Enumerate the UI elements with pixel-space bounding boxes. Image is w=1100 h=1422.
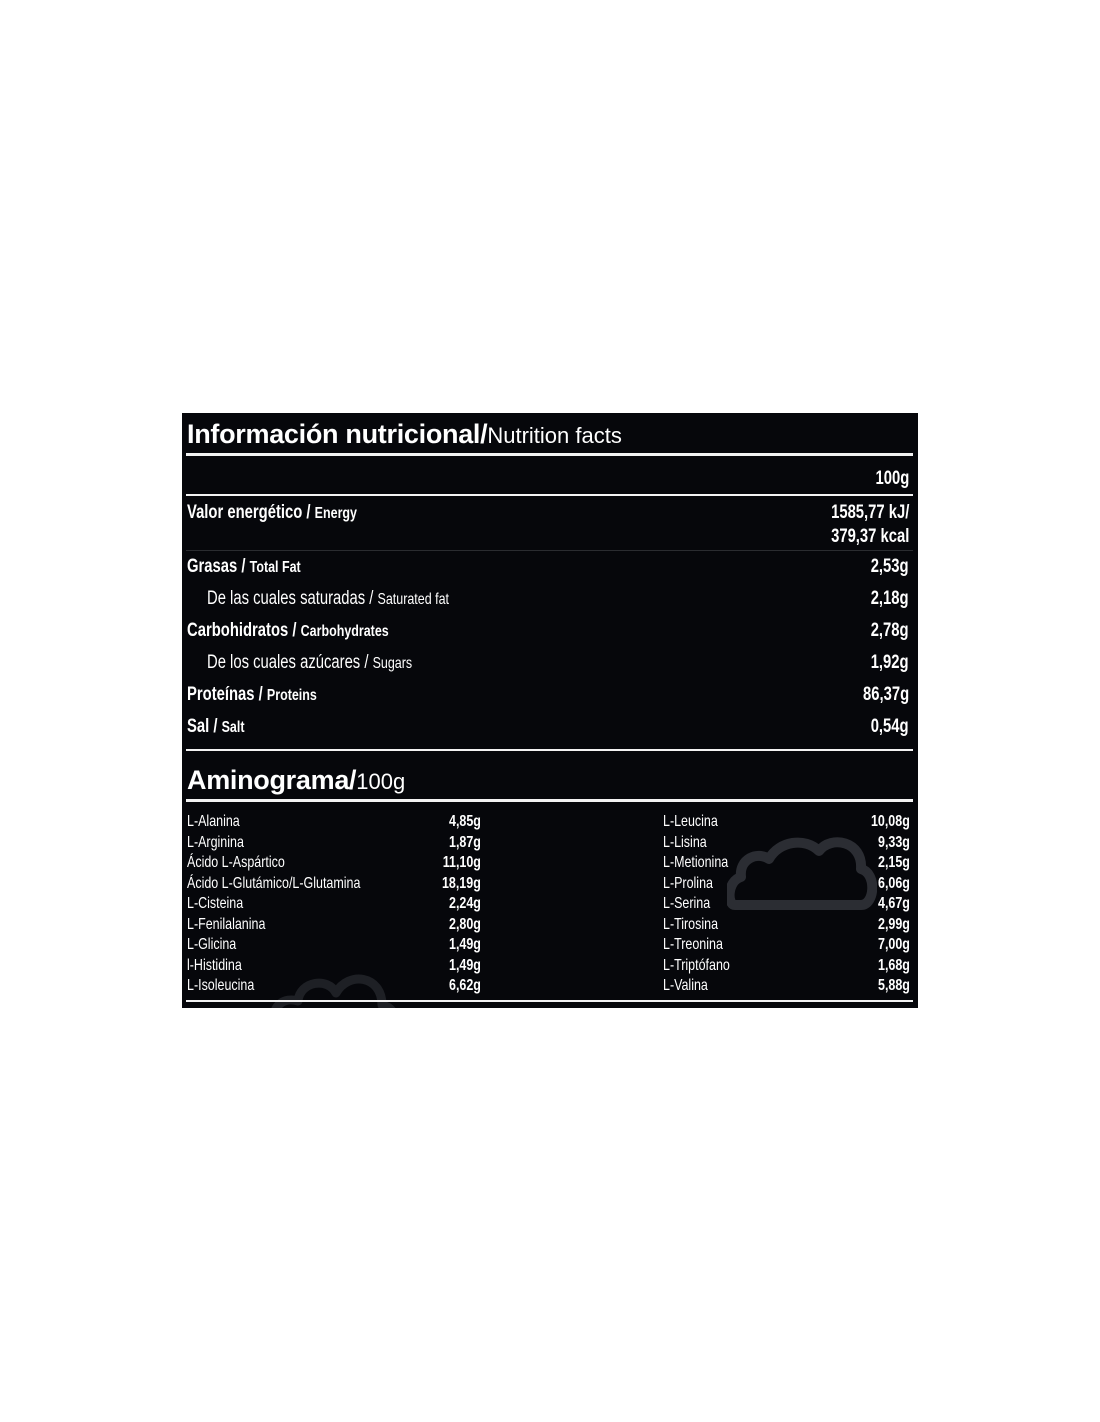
amino-name: l-Histidina [187,956,242,974]
amino-name: L-Serina [663,895,711,912]
divider [186,494,913,496]
amino-name: L-Leucina [663,813,718,830]
amino-title [187,763,405,802]
amino-value: 1,49g [449,936,481,953]
nutrient-label: De los cuales azúcares / Sugars [207,652,413,673]
amino-name: L-Valina [663,977,708,994]
divider [186,799,913,802]
amino-name: L-Glicina [187,936,237,953]
nutrient-row [187,680,909,710]
amino-value: 10,08g [871,813,910,830]
energy-value [809,501,909,549]
nutrient-value: 2,18g [871,588,909,609]
nutrient-row [187,616,909,646]
amino-name: L-Prolina [663,874,713,892]
amino-value: 1,68g [878,956,910,974]
amino-left-column [187,812,481,1002]
divider [186,550,913,551]
amino-value: 4,67g [878,895,910,912]
nutrient-row [187,648,909,678]
amino-name: L-Cisteina [187,895,244,912]
nutrient-value: 86,37g [862,684,909,705]
title-main: Información nutricional/ [187,419,488,449]
amino-value: 11,10g [442,854,481,871]
amino-name: Ácido L-Aspártico [187,854,285,871]
nutrient-label: Carbohidratos / Carbohydrates [187,620,389,641]
amino-name: L-Metionina [663,854,729,871]
nutrient-value: 2,53g [871,556,909,577]
energy-kj: 1585,77 kJ/ [830,502,909,523]
amino-value: 4,85g [449,813,481,830]
nutrient-label: Proteínas / Proteins [187,684,317,705]
nutrition-title [187,417,622,456]
title-sub: Nutrition facts [487,423,622,448]
amino-value: 2,24g [449,895,481,912]
amino-value: 5,88g [878,977,910,994]
amino-value: 6,62g [449,977,481,994]
amino-right-column [663,812,910,1002]
amino-value: 7,00g [878,936,910,953]
amino-name: L-Isoleucina [187,977,255,994]
energy-row [187,498,909,528]
nutrient-row [187,552,909,582]
energy-label: Valor energético / Energy [187,502,357,523]
amino-unit: 100g [356,769,406,794]
amino-value: 1,87g [449,833,481,851]
divider [186,453,913,456]
amino-name: L-Lisina [663,833,707,851]
nutrition-facts-panel [182,413,918,1008]
amino-value: 2,80g [449,915,481,933]
amino-value: 6,06g [878,874,910,892]
energy-kcal: 379,37 kcal [830,526,909,547]
nutrient-value: 0,54g [871,716,909,737]
amino-value: 9,33g [878,833,910,851]
nutrient-label: Sal / Salt [187,716,245,737]
divider [186,1000,913,1002]
serving-header-row [187,464,909,494]
amino-name: L-Alanina [187,813,240,830]
amino-value: 18,19g [442,874,481,892]
amino-value: 1,49g [449,956,481,974]
amino-name: L-Triptófano [663,956,730,974]
amino-value: 2,15g [878,854,910,871]
amino-name: Ácido L-Glutámico/L-Glutamina [187,874,361,892]
nutrient-value: 1,92g [871,652,909,673]
amino-name: L-Arginina [187,833,244,851]
nutrient-row [187,712,909,742]
amino-value: 2,99g [878,915,910,933]
nutrient-value: 2,78g [871,620,909,641]
amino-name: L-Fenilalanina [187,915,266,933]
divider [186,749,913,751]
amino-name: L-Tirosina [663,915,719,933]
nutrient-row [187,584,909,614]
nutrient-label: Grasas / Total Fat [187,556,301,577]
amino-title-main: Aminograma/ [187,765,357,795]
nutrient-label: De las cuales saturadas / Saturated fat [207,588,449,609]
serving-size: 100g [875,468,909,489]
amino-name: L-Treonina [663,936,723,953]
